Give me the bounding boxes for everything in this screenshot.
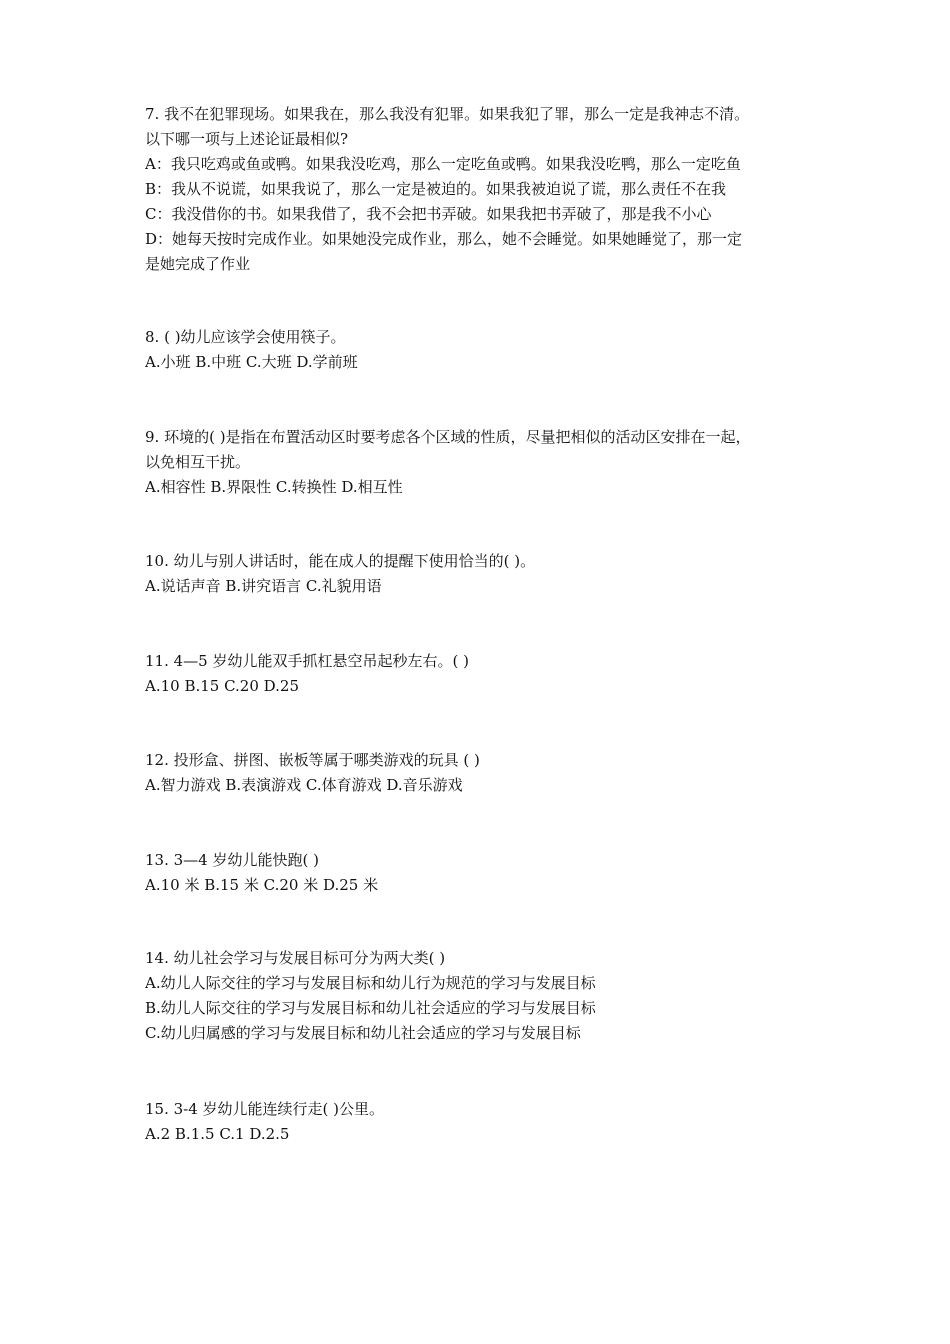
question-12-options: A.智力游戏 B.表演游戏 C.体育游戏 D.音乐游戏 xyxy=(145,776,463,794)
question-13-stem: 13. 3—4 岁幼儿能快跑( ) xyxy=(145,851,319,869)
question-14-stem: 14. 幼儿社会学习与发展目标可分为两大类( ) xyxy=(145,949,446,967)
question-9-stem-line-2: 以免相互干扰。 xyxy=(145,453,251,471)
question-14-option-b: B.幼儿人际交往的学习与发展目标和幼儿社会适应的学习与发展目标 xyxy=(145,999,596,1017)
question-14 xyxy=(145,946,825,1046)
question-9-stem-line-1: 9. 环境的( )是指在布置活动区时要考虑各个区域的性质，尽量把相似的活动区安排在一起， xyxy=(145,428,751,446)
question-10-stem: 10. 幼儿与别人讲话时，能在成人的提醒下使用恰当的( )。 xyxy=(145,552,536,570)
question-7-stem-line-2: 以下哪一项与上述论证最相似? xyxy=(145,130,349,148)
question-11-stem: 11. 4—5 岁幼儿能双手抓杠悬空吊起秒左右。( ) xyxy=(145,652,469,670)
document-page xyxy=(145,0,825,1344)
question-13 xyxy=(145,848,825,898)
question-11-options: A.10 B.15 C.20 D.25 xyxy=(145,677,300,695)
question-8-options: A.小班 B.中班 C.大班 D.学前班 xyxy=(145,353,358,371)
question-7-stem-line-1: 7. 我不在犯罪现场。如果我在，那么我没有犯罪。如果我犯了罪，那么一定是我神志不清。 xyxy=(145,105,750,123)
question-12-stem: 12. 投形盒、拼图、嵌板等属于哪类游戏的玩具 ( ) xyxy=(145,751,480,769)
question-13-options: A.10 米 B.15 米 C.20 米 D.25 米 xyxy=(145,876,379,894)
question-7 xyxy=(145,102,825,277)
question-8 xyxy=(145,325,825,375)
question-15-stem: 15. 3-4 岁幼儿能连续行走( )公里。 xyxy=(145,1100,385,1118)
question-10-options: A.说话声音 B.讲究语言 C.礼貌用语 xyxy=(145,577,382,595)
question-7-option-c: C：我没借你的书。如果我借了，我不会把书弄破。如果我把书弄破了，那是我不小心 xyxy=(145,205,712,223)
question-14-option-a: A.幼儿人际交往的学习与发展目标和幼儿行为规范的学习与发展目标 xyxy=(145,974,596,992)
question-9 xyxy=(145,425,825,500)
question-15 xyxy=(145,1097,825,1147)
question-7-option-d: D：她每天按时完成作业。如果她没完成作业，那么，她不会睡觉。如果她睡觉了，那一定 xyxy=(145,230,743,248)
question-7-option-b: B：我从不说谎，如果我说了，那么一定是被迫的。如果我被迫说了谎，那么责任不在我 xyxy=(145,180,727,198)
question-15-options: A.2 B.1.5 C.1 D.2.5 xyxy=(145,1125,290,1143)
question-14-option-c: C.幼儿归属感的学习与发展目标和幼儿社会适应的学习与发展目标 xyxy=(145,1024,581,1042)
question-9-options: A.相容性 B.界限性 C.转换性 D.相互性 xyxy=(145,478,403,496)
question-11 xyxy=(145,649,825,699)
question-10 xyxy=(145,549,825,599)
question-7-option-d-continued: 是她完成了作业 xyxy=(145,255,251,273)
question-12 xyxy=(145,748,825,798)
question-7-option-a: A：我只吃鸡或鱼或鸭。如果我没吃鸡，那么一定吃鱼或鸭。如果我没吃鸭，那么一定吃鱼 xyxy=(145,155,741,173)
question-8-stem: 8. ( )幼儿应该学会使用筷子。 xyxy=(145,328,346,346)
